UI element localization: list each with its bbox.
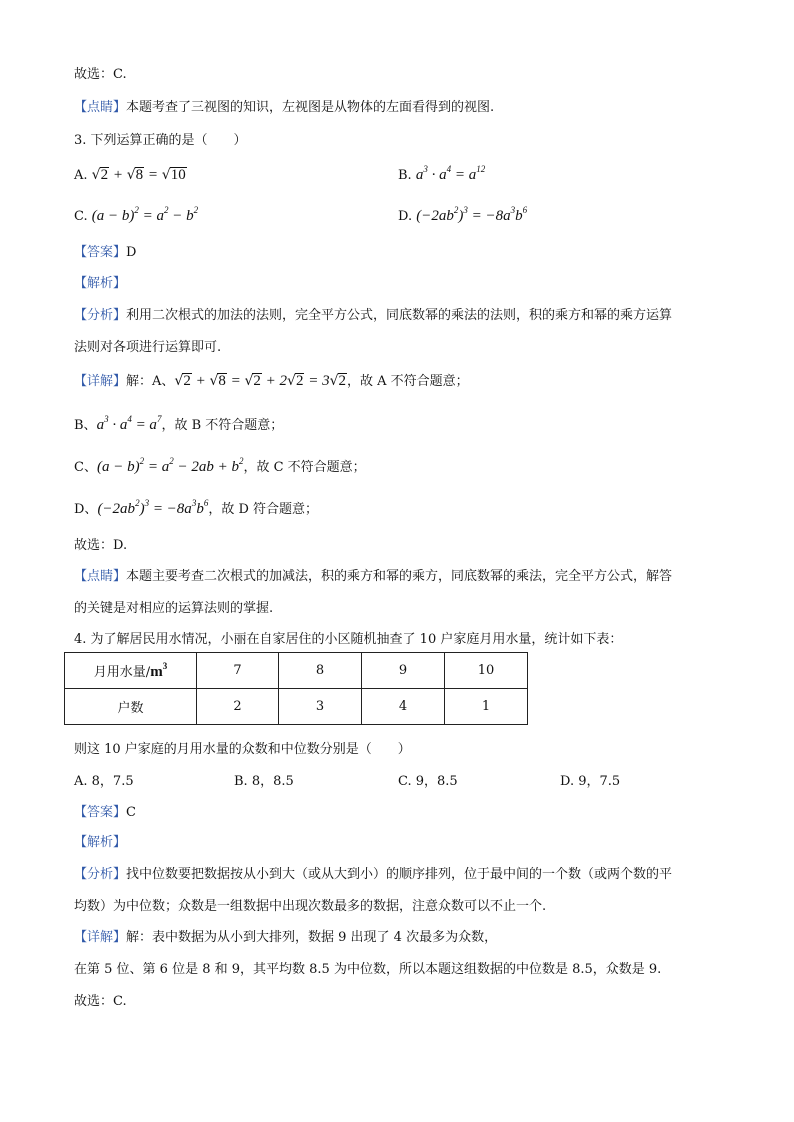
table-cell: 7 [197, 653, 279, 689]
detail-a-suffix: ，故 A 不符合题意； [347, 374, 469, 389]
detail-b-prefix: B、 [74, 418, 97, 433]
table-cell: 10 [445, 653, 528, 689]
answer-tag: 【答案】 [74, 805, 127, 820]
detail-c-formula: $(a - b)^2 = a^2 - 2ab + b^2$ [96, 456, 244, 475]
table-row [65, 689, 528, 725]
q2-comment [74, 99, 494, 117]
unit [150, 660, 168, 680]
table-cell: 9 [362, 653, 445, 689]
q3-detail-c [74, 458, 366, 477]
fenxi-text: 找中位数要把数据按从小到大（或从大到小）的顺序排列，位于最中间的一个数（或两个数的平 [126, 867, 673, 882]
answer-value: D [126, 245, 137, 260]
detail-b-suffix: ，故 B 不符合题意； [161, 418, 284, 433]
detail-c-suffix: ，故 C 不符合题意； [243, 460, 366, 475]
table-cell: 8 [279, 653, 362, 689]
q4-stem: 4. 为了解居民用水情况，小丽在自家居住的小区随机抽查了 10 户家庭月用水量，统计如下表： [74, 632, 623, 647]
option-c-formula: $(a - b)^2 = a^2 - b^2$ [91, 205, 199, 224]
comment-text: 本题考查了三视图的知识，左视图是从物体的左面看得到的视图. [126, 100, 495, 115]
detail-a-prefix: 解：A、 [126, 374, 175, 389]
q4-option-d: D. 9，7.5 [560, 774, 621, 789]
fenxi-tag: 【分析】 [74, 867, 127, 882]
q4-fenxi-line1 [74, 866, 672, 884]
q4-analysis-tag [74, 834, 126, 852]
q3-comment-line1 [74, 568, 672, 586]
q3-detail-a [74, 372, 469, 391]
comment-tag: 【点睛】 [74, 100, 127, 115]
table-cell: 1 [445, 689, 528, 725]
q3-answer [74, 244, 136, 262]
option-b-formula: $a^3 \cdot a^4 = a^{12}$ [415, 164, 486, 183]
water-usage-table [64, 652, 528, 725]
q4-detail-line1 [74, 929, 497, 947]
q3-analysis-tag [74, 275, 126, 293]
q4-option-b: B. 8，8.5 [234, 774, 294, 789]
option-label: B. [398, 168, 412, 183]
table-cell: 3 [279, 689, 362, 725]
header-text: 月用水量/ [93, 664, 151, 680]
q4-question: 则这 10 户家庭的月用水量的众数和中位数分别是（ ） [74, 742, 411, 757]
detail-tag: 【详解】 [74, 930, 127, 945]
detail-c-prefix: C、 [74, 460, 97, 475]
option-label: A. [74, 168, 88, 183]
q3-choice: 故选：D. [74, 538, 128, 553]
q3-detail-d [74, 500, 318, 519]
answer-value: C [126, 805, 136, 820]
q4-option-c: C. 9，8.5 [398, 774, 458, 789]
table-header-cell: 户数 [65, 689, 197, 725]
analysis-tag: 【解析】 [74, 276, 127, 291]
table-header-cell [65, 653, 197, 689]
q4-option-a: A. 8，7.5 [74, 774, 134, 789]
detail-tag: 【详解】 [74, 374, 127, 389]
q3-option-d [398, 207, 527, 226]
comment-tag: 【点睛】 [74, 569, 127, 584]
detail-text: 解：表中数据为从小到大排列，数据 9 出现了 4 次最多为众数， [126, 930, 498, 945]
detail-d-prefix: D、 [74, 502, 98, 517]
q3-fenxi-line1 [74, 307, 672, 325]
answer-tag: 【答案】 [74, 245, 127, 260]
q3-option-c [74, 207, 198, 226]
q4-fenxi-line2: 均数）为中位数；众数是一组数据中出现次数最多的数据，注意众数可以不止一个. [74, 899, 547, 914]
fenxi-text: 利用二次根式的加法的法则，完全平方公式，同底数幂的乘法的法则，积的乘方和幂的乘方运算 [126, 308, 673, 323]
option-label: D. [398, 209, 413, 224]
unit-exp: 3 [162, 660, 168, 671]
option-d-formula: $(-2ab^2)^3 = -8a^3b^6$ [416, 205, 528, 224]
analysis-tag: 【解析】 [74, 835, 127, 850]
comment-text: 本题主要考查二次根式的加减法，积的乘方和幂的乘方，同底数幂的乘法，完全平方公式，解答 [126, 569, 673, 584]
detail-d-formula: $(-2ab^2)^3 = -8a^3b^6$ [97, 498, 209, 517]
detail-d-suffix: ，故 D 符合题意； [208, 502, 319, 517]
detail-b-formula: $a^3 \cdot a^4 = a^7$ [96, 414, 162, 433]
detail-a-formula: √2 + √8 = √2 + 2√2 = 3√2 [174, 373, 347, 389]
option-label: C. [74, 209, 88, 224]
fenxi-tag: 【分析】 [74, 308, 127, 323]
table-cell: 4 [362, 689, 445, 725]
table-cell: 2 [197, 689, 279, 725]
q4-answer [74, 804, 136, 822]
q4-choice: 故选：C. [74, 994, 127, 1009]
q3-option-b [398, 166, 485, 185]
q3-detail-b [74, 416, 283, 435]
table-row [65, 653, 528, 689]
q3-comment-line2: 的关键是对相应的运算法则的掌握. [74, 601, 274, 616]
q3-option-a [74, 166, 187, 185]
q3-fenxi-line2: 法则对各项进行运算即可. [74, 340, 222, 355]
q3-stem: 3. 下列运算正确的是（ ） [74, 133, 247, 148]
unit-base: m [150, 663, 163, 680]
q2-choice: 故选：C. [74, 67, 127, 82]
option-a-formula: √2 + √8 = √10 [91, 167, 186, 183]
q4-detail-line2: 在第 5 位、第 6 位是 8 和 9，其平均数 8.5 为中位数，所以本题这组数据的中位数是 8.5，众数是 9. [74, 962, 662, 977]
